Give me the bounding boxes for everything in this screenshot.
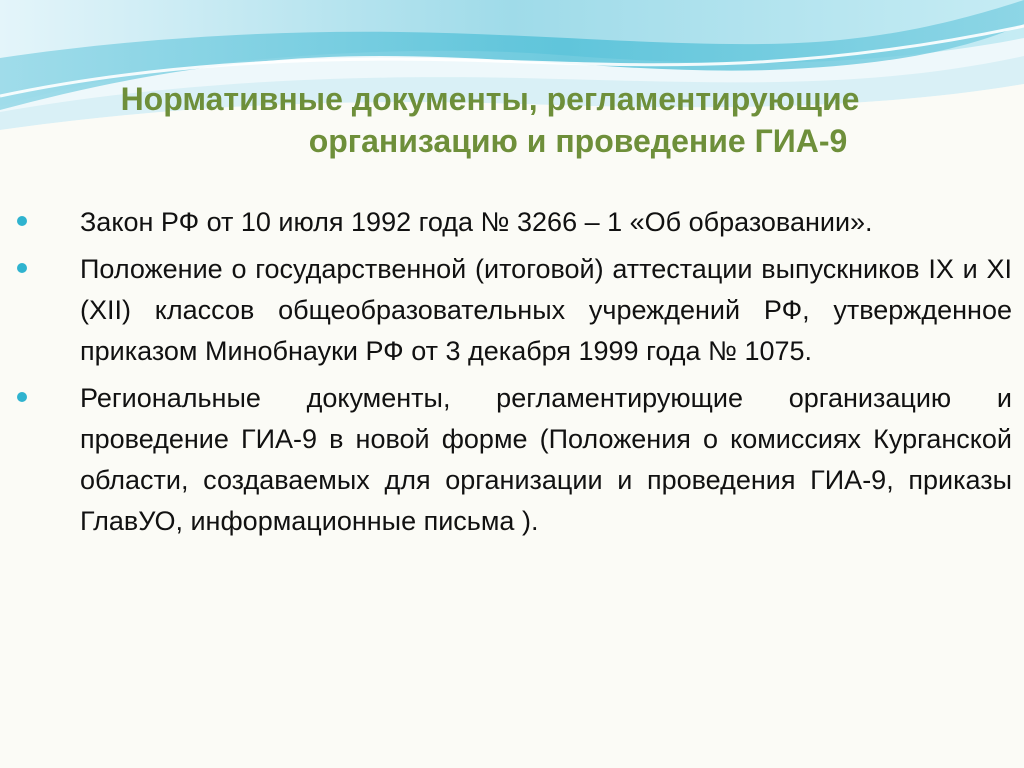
slide-title-line-1: Нормативные документы, регламентирующие: [120, 81, 860, 117]
circle-bullet-icon: [17, 216, 27, 226]
bullet-list: [0, 202, 1024, 548]
slide-title: [40, 78, 1000, 162]
bullet-text-regulation: Положение о государственной (итоговой) аттестации выпускников IX и XI (XII) классов общеобразовательных учреждений РФ, утвержденное приказом Минобнауки РФ от 3 декабря 1999 года № 1075.: [80, 254, 1012, 366]
slide-title-line-2: организацию и проведение ГИА-9: [308, 123, 848, 159]
bullet-item-regulation: [0, 249, 1024, 372]
bullet-item-regional-docs: [0, 378, 1024, 542]
circle-bullet-icon: [17, 263, 27, 273]
bullet-text-regional-docs: Региональные документы, регламентирующие организацию и проведение ГИА-9 в новой форме (Положения о комиссиях Курганской области, создаваемых для организации и проведения ГИА-9, приказы ГлавУО, информационные письма ).: [80, 383, 1012, 536]
circle-bullet-icon: [17, 392, 27, 402]
bullet-item-law: [0, 202, 1024, 243]
bullet-text-law: Закон РФ от 10 июля 1992 года № 3266 – 1 «Об образовании».: [80, 207, 873, 237]
